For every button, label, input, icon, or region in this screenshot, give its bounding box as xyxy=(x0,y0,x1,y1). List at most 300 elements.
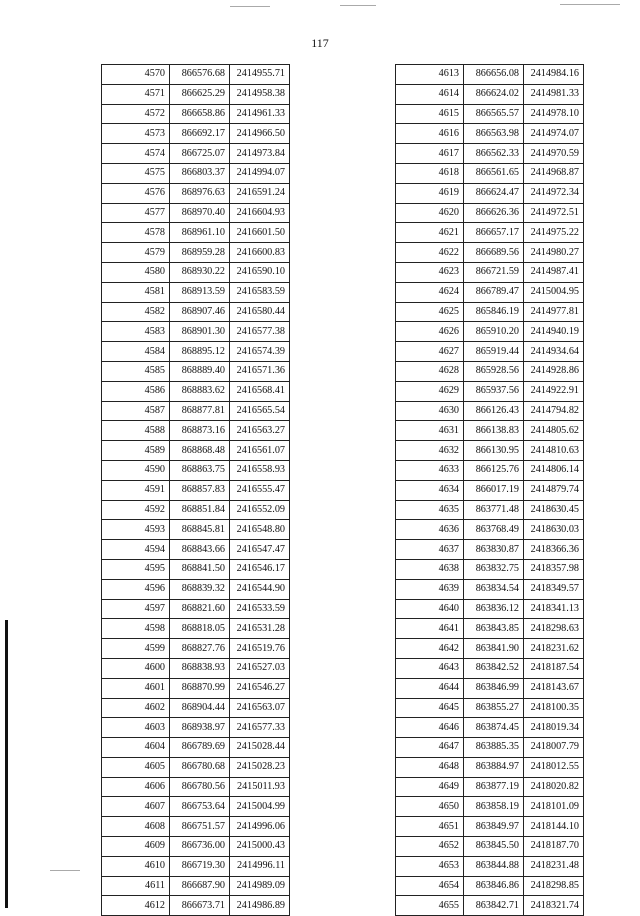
point-number-cell: 4648 xyxy=(396,757,464,777)
x-coordinate-cell: 866138.83 xyxy=(464,421,524,441)
table-row xyxy=(396,342,584,362)
point-number-cell: 4622 xyxy=(396,243,464,263)
y-coordinate-cell: 2414984.16 xyxy=(524,65,584,85)
scan-margin-bar xyxy=(5,620,8,908)
y-coordinate-cell: 2414806.14 xyxy=(524,460,584,480)
point-number-cell: 4573 xyxy=(102,124,170,144)
y-coordinate-cell: 2416590.10 xyxy=(230,262,290,282)
y-coordinate-cell: 2418100.35 xyxy=(524,698,584,718)
x-coordinate-cell: 865846.19 xyxy=(464,302,524,322)
point-number-cell: 4574 xyxy=(102,144,170,164)
table-row xyxy=(102,381,290,401)
y-coordinate-cell: 2414922.91 xyxy=(524,381,584,401)
table-row xyxy=(396,599,584,619)
y-coordinate-cell: 2416604.93 xyxy=(230,203,290,223)
scan-speck xyxy=(340,5,376,6)
y-coordinate-cell: 2418143.67 xyxy=(524,678,584,698)
x-coordinate-cell: 863849.97 xyxy=(464,817,524,837)
y-coordinate-cell: 2418101.09 xyxy=(524,797,584,817)
coordinates-table-right xyxy=(395,64,584,916)
point-number-cell: 4607 xyxy=(102,797,170,817)
x-coordinate-cell: 863836.12 xyxy=(464,599,524,619)
page-number: 117 xyxy=(311,36,329,50)
x-coordinate-cell: 863855.27 xyxy=(464,698,524,718)
table-row xyxy=(102,460,290,480)
x-coordinate-cell: 868901.30 xyxy=(170,322,230,342)
x-coordinate-cell: 868873.16 xyxy=(170,421,230,441)
table-row xyxy=(396,876,584,896)
point-number-cell: 4598 xyxy=(102,619,170,639)
x-coordinate-cell: 866789.69 xyxy=(170,738,230,758)
point-number-cell: 4581 xyxy=(102,282,170,302)
table-row xyxy=(102,698,290,718)
y-coordinate-cell: 2414810.63 xyxy=(524,441,584,461)
table-row xyxy=(102,540,290,560)
y-coordinate-cell: 2414986.89 xyxy=(230,896,290,916)
point-number-cell: 4635 xyxy=(396,500,464,520)
point-number-cell: 4638 xyxy=(396,559,464,579)
table-row xyxy=(102,104,290,124)
table-row xyxy=(396,302,584,322)
point-number-cell: 4582 xyxy=(102,302,170,322)
x-coordinate-cell: 866689.56 xyxy=(464,243,524,263)
table-row xyxy=(396,579,584,599)
y-coordinate-cell: 2414968.87 xyxy=(524,163,584,183)
table-row xyxy=(102,163,290,183)
table-row xyxy=(396,421,584,441)
point-number-cell: 4633 xyxy=(396,460,464,480)
table-row xyxy=(396,718,584,738)
point-number-cell: 4606 xyxy=(102,777,170,797)
point-number-cell: 4609 xyxy=(102,837,170,857)
y-coordinate-cell: 2414978.10 xyxy=(524,104,584,124)
point-number-cell: 4628 xyxy=(396,361,464,381)
table-row xyxy=(102,817,290,837)
y-coordinate-cell: 2414996.06 xyxy=(230,817,290,837)
table-row xyxy=(102,243,290,263)
y-coordinate-cell: 2414974.07 xyxy=(524,124,584,144)
point-number-cell: 4653 xyxy=(396,856,464,876)
y-coordinate-cell: 2414975.22 xyxy=(524,223,584,243)
y-coordinate-cell: 2416571.36 xyxy=(230,361,290,381)
point-number-cell: 4603 xyxy=(102,718,170,738)
x-coordinate-cell: 865928.56 xyxy=(464,361,524,381)
y-coordinate-cell: 2418020.82 xyxy=(524,777,584,797)
x-coordinate-cell: 865919.44 xyxy=(464,342,524,362)
x-coordinate-cell: 863858.19 xyxy=(464,797,524,817)
x-coordinate-cell: 866751.57 xyxy=(170,817,230,837)
x-coordinate-cell: 863874.45 xyxy=(464,718,524,738)
x-coordinate-cell: 868851.84 xyxy=(170,500,230,520)
y-coordinate-cell: 2418019.34 xyxy=(524,718,584,738)
x-coordinate-cell: 863844.88 xyxy=(464,856,524,876)
point-number-cell: 4584 xyxy=(102,342,170,362)
table-row xyxy=(102,599,290,619)
table-row xyxy=(102,658,290,678)
point-number-cell: 4651 xyxy=(396,817,464,837)
x-coordinate-cell: 868913.59 xyxy=(170,282,230,302)
table-row xyxy=(102,361,290,381)
point-number-cell: 4625 xyxy=(396,302,464,322)
y-coordinate-cell: 2416601.50 xyxy=(230,223,290,243)
table-row xyxy=(102,203,290,223)
y-coordinate-cell: 2414980.27 xyxy=(524,243,584,263)
x-coordinate-cell: 868845.81 xyxy=(170,520,230,540)
point-number-cell: 4644 xyxy=(396,678,464,698)
x-coordinate-cell: 866624.02 xyxy=(464,84,524,104)
table-row xyxy=(396,183,584,203)
x-coordinate-cell: 863834.54 xyxy=(464,579,524,599)
y-coordinate-cell: 2414981.33 xyxy=(524,84,584,104)
table-row xyxy=(396,520,584,540)
table-row xyxy=(396,896,584,916)
y-coordinate-cell: 2414928.86 xyxy=(524,361,584,381)
table-row xyxy=(396,658,584,678)
point-number-cell: 4595 xyxy=(102,559,170,579)
point-number-cell: 4601 xyxy=(102,678,170,698)
table-row xyxy=(396,837,584,857)
y-coordinate-cell: 2414972.34 xyxy=(524,183,584,203)
table-row xyxy=(102,837,290,857)
table-row xyxy=(396,540,584,560)
y-coordinate-cell: 2414955.71 xyxy=(230,65,290,85)
table-row xyxy=(102,282,290,302)
table-row xyxy=(102,559,290,579)
table-row xyxy=(102,480,290,500)
table-row xyxy=(396,777,584,797)
y-coordinate-cell: 2414934.64 xyxy=(524,342,584,362)
x-coordinate-cell: 868904.44 xyxy=(170,698,230,718)
point-number-cell: 4613 xyxy=(396,65,464,85)
y-coordinate-cell: 2416574.39 xyxy=(230,342,290,362)
x-coordinate-cell: 866657.17 xyxy=(464,223,524,243)
x-coordinate-cell: 868868.48 xyxy=(170,441,230,461)
point-number-cell: 4640 xyxy=(396,599,464,619)
point-number-cell: 4619 xyxy=(396,183,464,203)
x-coordinate-cell: 866125.76 xyxy=(464,460,524,480)
y-coordinate-cell: 2416577.38 xyxy=(230,322,290,342)
table-row xyxy=(396,738,584,758)
point-number-cell: 4634 xyxy=(396,480,464,500)
point-number-cell: 4571 xyxy=(102,84,170,104)
y-coordinate-cell: 2414972.51 xyxy=(524,203,584,223)
table-row xyxy=(396,619,584,639)
y-coordinate-cell: 2418231.62 xyxy=(524,639,584,659)
point-number-cell: 4646 xyxy=(396,718,464,738)
y-coordinate-cell: 2414879.74 xyxy=(524,480,584,500)
x-coordinate-cell: 866719.30 xyxy=(170,856,230,876)
x-coordinate-cell: 868863.75 xyxy=(170,460,230,480)
y-coordinate-cell: 2418341.13 xyxy=(524,599,584,619)
y-coordinate-cell: 2416580.44 xyxy=(230,302,290,322)
x-coordinate-cell: 868827.76 xyxy=(170,639,230,659)
x-coordinate-cell: 866803.37 xyxy=(170,163,230,183)
table-row xyxy=(102,124,290,144)
point-number-cell: 4626 xyxy=(396,322,464,342)
y-coordinate-cell: 2414961.33 xyxy=(230,104,290,124)
y-coordinate-cell: 2416547.47 xyxy=(230,540,290,560)
point-number-cell: 4583 xyxy=(102,322,170,342)
x-coordinate-cell: 865937.56 xyxy=(464,381,524,401)
x-coordinate-cell: 866780.56 xyxy=(170,777,230,797)
table-row xyxy=(396,480,584,500)
y-coordinate-cell: 2416600.83 xyxy=(230,243,290,263)
point-number-cell: 4596 xyxy=(102,579,170,599)
point-number-cell: 4590 xyxy=(102,460,170,480)
table-row xyxy=(396,639,584,659)
table-row xyxy=(396,322,584,342)
table-row xyxy=(102,678,290,698)
y-coordinate-cell: 2418357.98 xyxy=(524,559,584,579)
y-coordinate-cell: 2416531.28 xyxy=(230,619,290,639)
y-coordinate-cell: 2415028.44 xyxy=(230,738,290,758)
y-coordinate-cell: 2416527.03 xyxy=(230,658,290,678)
y-coordinate-cell: 2418298.85 xyxy=(524,876,584,896)
x-coordinate-cell: 863771.48 xyxy=(464,500,524,520)
table-row xyxy=(102,302,290,322)
y-coordinate-cell: 2418007.79 xyxy=(524,738,584,758)
point-number-cell: 4623 xyxy=(396,262,464,282)
table-row xyxy=(396,84,584,104)
x-coordinate-cell: 866561.65 xyxy=(464,163,524,183)
point-number-cell: 4589 xyxy=(102,441,170,461)
x-coordinate-cell: 863768.49 xyxy=(464,520,524,540)
table-row xyxy=(396,441,584,461)
x-coordinate-cell: 866687.90 xyxy=(170,876,230,896)
y-coordinate-cell: 2414977.81 xyxy=(524,302,584,322)
scan-speck xyxy=(50,870,80,871)
table-row xyxy=(396,460,584,480)
x-coordinate-cell: 863884.97 xyxy=(464,757,524,777)
table-row xyxy=(102,223,290,243)
x-coordinate-cell: 863843.85 xyxy=(464,619,524,639)
point-number-cell: 4639 xyxy=(396,579,464,599)
scan-speck xyxy=(560,4,620,5)
table-row xyxy=(396,163,584,183)
x-coordinate-cell: 863877.19 xyxy=(464,777,524,797)
y-coordinate-cell: 2414973.84 xyxy=(230,144,290,164)
y-coordinate-cell: 2416552.09 xyxy=(230,500,290,520)
point-number-cell: 4614 xyxy=(396,84,464,104)
table-row xyxy=(102,856,290,876)
table-row xyxy=(396,381,584,401)
x-coordinate-cell: 868870.99 xyxy=(170,678,230,698)
x-coordinate-cell: 866576.68 xyxy=(170,65,230,85)
x-coordinate-cell: 868839.32 xyxy=(170,579,230,599)
table-row xyxy=(396,500,584,520)
x-coordinate-cell: 868843.66 xyxy=(170,540,230,560)
table-row xyxy=(396,262,584,282)
y-coordinate-cell: 2414996.11 xyxy=(230,856,290,876)
y-coordinate-cell: 2416555.47 xyxy=(230,480,290,500)
y-coordinate-cell: 2415004.99 xyxy=(230,797,290,817)
point-number-cell: 4627 xyxy=(396,342,464,362)
x-coordinate-cell: 863832.75 xyxy=(464,559,524,579)
y-coordinate-cell: 2416565.54 xyxy=(230,401,290,421)
point-number-cell: 4654 xyxy=(396,876,464,896)
table-row xyxy=(396,817,584,837)
table-row xyxy=(396,243,584,263)
point-number-cell: 4617 xyxy=(396,144,464,164)
y-coordinate-cell: 2414805.62 xyxy=(524,421,584,441)
y-coordinate-cell: 2418144.10 xyxy=(524,817,584,837)
table-body-right xyxy=(396,65,584,916)
table-row xyxy=(396,144,584,164)
point-number-cell: 4600 xyxy=(102,658,170,678)
x-coordinate-cell: 866626.36 xyxy=(464,203,524,223)
x-coordinate-cell: 863846.86 xyxy=(464,876,524,896)
table-row xyxy=(102,144,290,164)
x-coordinate-cell: 863885.35 xyxy=(464,738,524,758)
x-coordinate-cell: 866789.47 xyxy=(464,282,524,302)
table-row xyxy=(396,401,584,421)
table-row xyxy=(396,104,584,124)
y-coordinate-cell: 2416563.07 xyxy=(230,698,290,718)
y-coordinate-cell: 2418630.45 xyxy=(524,500,584,520)
y-coordinate-cell: 2414958.38 xyxy=(230,84,290,104)
point-number-cell: 4587 xyxy=(102,401,170,421)
table-row xyxy=(102,797,290,817)
table-row xyxy=(102,757,290,777)
y-coordinate-cell: 2418231.48 xyxy=(524,856,584,876)
y-coordinate-cell: 2415028.23 xyxy=(230,757,290,777)
x-coordinate-cell: 863830.87 xyxy=(464,540,524,560)
y-coordinate-cell: 2414794.82 xyxy=(524,401,584,421)
table-row xyxy=(396,361,584,381)
x-coordinate-cell: 868857.83 xyxy=(170,480,230,500)
point-number-cell: 4611 xyxy=(102,876,170,896)
scan-speck xyxy=(230,6,270,7)
point-number-cell: 4620 xyxy=(396,203,464,223)
x-coordinate-cell: 866753.64 xyxy=(170,797,230,817)
point-number-cell: 4616 xyxy=(396,124,464,144)
point-number-cell: 4578 xyxy=(102,223,170,243)
table-row xyxy=(102,262,290,282)
x-coordinate-cell: 866780.68 xyxy=(170,757,230,777)
y-coordinate-cell: 2416568.41 xyxy=(230,381,290,401)
table-row xyxy=(102,441,290,461)
x-coordinate-cell: 866563.98 xyxy=(464,124,524,144)
point-number-cell: 4637 xyxy=(396,540,464,560)
point-number-cell: 4570 xyxy=(102,65,170,85)
y-coordinate-cell: 2418012.55 xyxy=(524,757,584,777)
x-coordinate-cell: 863841.90 xyxy=(464,639,524,659)
point-number-cell: 4588 xyxy=(102,421,170,441)
point-number-cell: 4572 xyxy=(102,104,170,124)
point-number-cell: 4612 xyxy=(102,896,170,916)
point-number-cell: 4577 xyxy=(102,203,170,223)
table-row xyxy=(102,421,290,441)
table-row xyxy=(102,520,290,540)
point-number-cell: 4641 xyxy=(396,619,464,639)
x-coordinate-cell: 863842.71 xyxy=(464,896,524,916)
table-row xyxy=(102,342,290,362)
point-number-cell: 4647 xyxy=(396,738,464,758)
point-number-cell: 4615 xyxy=(396,104,464,124)
x-coordinate-cell: 866673.71 xyxy=(170,896,230,916)
point-number-cell: 4650 xyxy=(396,797,464,817)
table-row xyxy=(396,65,584,85)
y-coordinate-cell: 2418298.63 xyxy=(524,619,584,639)
y-coordinate-cell: 2418366.36 xyxy=(524,540,584,560)
y-coordinate-cell: 2418187.54 xyxy=(524,658,584,678)
point-number-cell: 4610 xyxy=(102,856,170,876)
table-row xyxy=(102,619,290,639)
y-coordinate-cell: 2416563.27 xyxy=(230,421,290,441)
y-coordinate-cell: 2415000.43 xyxy=(230,837,290,857)
table-row xyxy=(102,876,290,896)
y-coordinate-cell: 2415004.95 xyxy=(524,282,584,302)
table-row xyxy=(102,401,290,421)
table-row xyxy=(102,183,290,203)
y-coordinate-cell: 2416519.76 xyxy=(230,639,290,659)
y-coordinate-cell: 2414987.41 xyxy=(524,262,584,282)
point-number-cell: 4575 xyxy=(102,163,170,183)
point-number-cell: 4602 xyxy=(102,698,170,718)
point-number-cell: 4632 xyxy=(396,441,464,461)
x-coordinate-cell: 868877.81 xyxy=(170,401,230,421)
y-coordinate-cell: 2418349.57 xyxy=(524,579,584,599)
y-coordinate-cell: 2414970.59 xyxy=(524,144,584,164)
table-row xyxy=(102,738,290,758)
point-number-cell: 4642 xyxy=(396,639,464,659)
point-number-cell: 4580 xyxy=(102,262,170,282)
table-row xyxy=(102,84,290,104)
table-row xyxy=(102,500,290,520)
table-row xyxy=(102,579,290,599)
table-row xyxy=(396,698,584,718)
x-coordinate-cell: 868938.97 xyxy=(170,718,230,738)
point-number-cell: 4597 xyxy=(102,599,170,619)
point-number-cell: 4636 xyxy=(396,520,464,540)
x-coordinate-cell: 868930.22 xyxy=(170,262,230,282)
y-coordinate-cell: 2416544.90 xyxy=(230,579,290,599)
y-coordinate-cell: 2418321.74 xyxy=(524,896,584,916)
point-number-cell: 4585 xyxy=(102,361,170,381)
x-coordinate-cell: 868841.50 xyxy=(170,559,230,579)
x-coordinate-cell: 866562.33 xyxy=(464,144,524,164)
y-coordinate-cell: 2416577.33 xyxy=(230,718,290,738)
point-number-cell: 4643 xyxy=(396,658,464,678)
point-number-cell: 4655 xyxy=(396,896,464,916)
table-row xyxy=(396,124,584,144)
x-coordinate-cell: 866658.86 xyxy=(170,104,230,124)
table-row xyxy=(396,856,584,876)
table-row xyxy=(102,718,290,738)
point-number-cell: 4649 xyxy=(396,777,464,797)
point-number-cell: 4592 xyxy=(102,500,170,520)
point-number-cell: 4591 xyxy=(102,480,170,500)
y-coordinate-cell: 2416546.27 xyxy=(230,678,290,698)
point-number-cell: 4645 xyxy=(396,698,464,718)
x-coordinate-cell: 868961.10 xyxy=(170,223,230,243)
x-coordinate-cell: 866736.00 xyxy=(170,837,230,857)
x-coordinate-cell: 866625.29 xyxy=(170,84,230,104)
y-coordinate-cell: 2415011.93 xyxy=(230,777,290,797)
point-number-cell: 4576 xyxy=(102,183,170,203)
table-row xyxy=(102,639,290,659)
x-coordinate-cell: 866721.59 xyxy=(464,262,524,282)
x-coordinate-cell: 866725.07 xyxy=(170,144,230,164)
table-row xyxy=(102,65,290,85)
point-number-cell: 4586 xyxy=(102,381,170,401)
x-coordinate-cell: 868883.62 xyxy=(170,381,230,401)
y-coordinate-cell: 2416546.17 xyxy=(230,559,290,579)
x-coordinate-cell: 866017.19 xyxy=(464,480,524,500)
y-coordinate-cell: 2416591.24 xyxy=(230,183,290,203)
x-coordinate-cell: 868838.93 xyxy=(170,658,230,678)
y-coordinate-cell: 2416533.59 xyxy=(230,599,290,619)
